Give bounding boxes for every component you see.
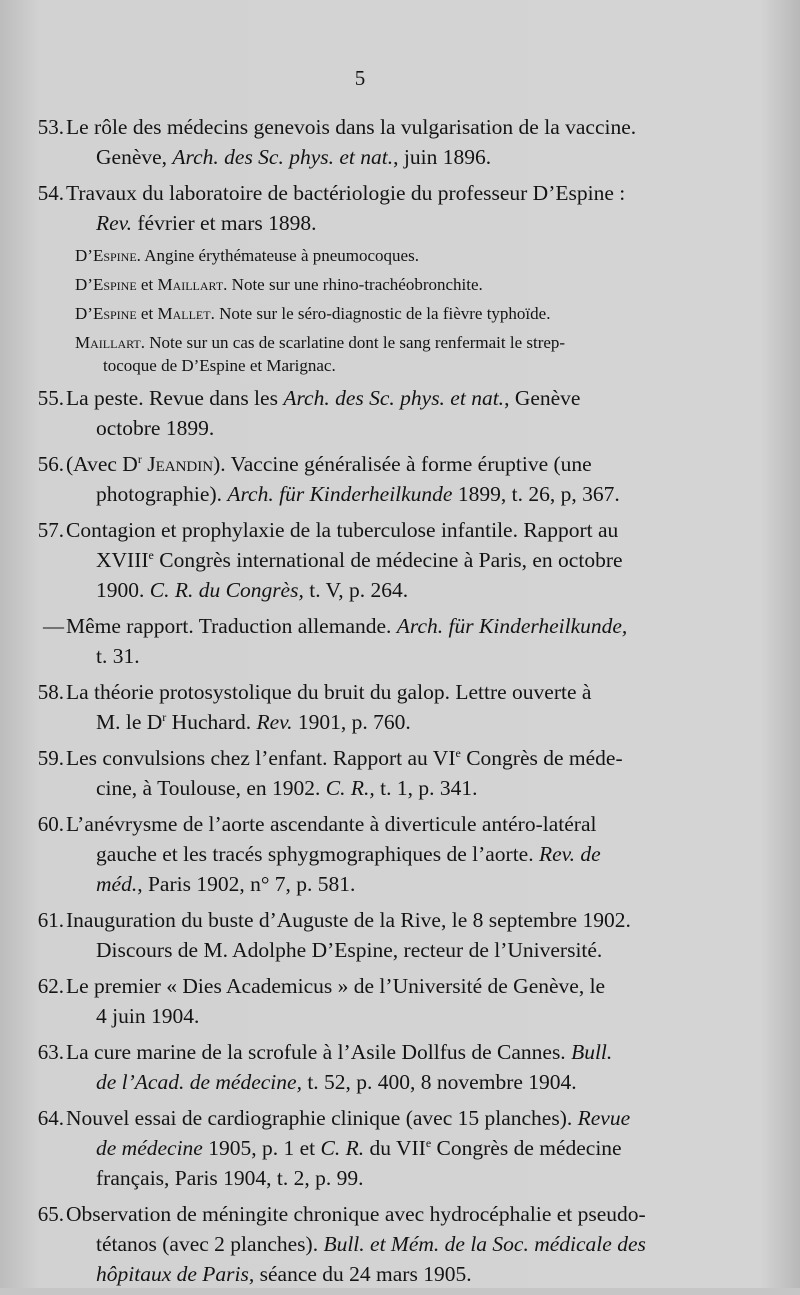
entry-line (96, 479, 700, 509)
text-segment: Observation de méningite chronique avec hydrocéphalie et pseudo- (66, 1202, 646, 1226)
entry-line (96, 575, 700, 605)
bibliography-entry (30, 611, 700, 671)
text-segment: de médecine (96, 1136, 203, 1160)
text-segment: Le premier « Dies Academicus » de l’Université de Genève, le (66, 974, 606, 998)
text-segment: Contagion et prophylaxie de la tuberculose infantile. Rapport au (66, 518, 619, 542)
bibliography-entry (30, 449, 700, 509)
text-segment: tocoque de D’Espine et Marignac. (103, 356, 336, 375)
sub-entry-line (103, 354, 700, 377)
entry-line (66, 515, 700, 545)
entry-line (96, 208, 700, 238)
entry-line (66, 178, 700, 208)
bibliography-entry (30, 1103, 700, 1193)
text-segment: , juin 1896. (393, 145, 492, 169)
entry-number: 64. (37, 1106, 64, 1130)
entry-line (96, 1229, 700, 1259)
entry-line (66, 743, 700, 773)
text-segment: Maillart (75, 333, 141, 352)
text-segment: tétanos (avec 2 planches). (96, 1232, 324, 1256)
entry-line (66, 809, 700, 839)
text-segment: C. R. du Congrès, (149, 578, 304, 602)
text-segment: et (136, 275, 158, 294)
entry-line (66, 1103, 700, 1133)
entry-line (96, 1133, 700, 1163)
text-segment: La peste. Revue dans les (66, 386, 284, 410)
entry-line (66, 611, 700, 641)
text-segment: février et mars 1898. (132, 211, 317, 235)
text-segment: Mallet (157, 304, 211, 323)
text-segment: français, Paris 1904, t. 2, p. 99. (96, 1166, 364, 1190)
text-segment: Bull. (571, 1040, 613, 1064)
entry-line (66, 1037, 700, 1067)
text-segment: 1900. (96, 578, 150, 602)
text-segment: Arch. für Kinderheilkunde, (396, 614, 628, 638)
sub-entry (75, 302, 700, 325)
entry-line (96, 545, 700, 575)
entry-line (96, 935, 700, 965)
text-segment: photographie). (96, 482, 228, 506)
entry-line (96, 773, 700, 803)
text-segment: Même rapport. Traduction allemande. (66, 614, 397, 638)
text-segment: XVIII (96, 548, 149, 572)
text-segment: D’Espine (75, 304, 137, 323)
entry-line (96, 641, 700, 671)
text-segment: D’Espine (75, 246, 137, 265)
text-segment: . Angine érythémateuse à pneumocoques. (136, 246, 419, 265)
text-segment: Inauguration du buste d’Auguste de la Rive, le 8 septembre 1902. (66, 908, 631, 932)
text-segment: Jeandin (147, 452, 214, 476)
sub-entry (75, 273, 700, 296)
text-segment: Genève, (96, 145, 173, 169)
text-segment: méd. (96, 872, 138, 896)
entry-number: 61. (37, 908, 64, 932)
text-segment: , Genève (504, 386, 581, 410)
text-segment: du VII (364, 1136, 426, 1160)
entry-number: 54. (37, 181, 64, 205)
entry-line (66, 449, 700, 479)
entry-line (66, 1199, 700, 1229)
text-segment: r (137, 451, 142, 466)
text-segment: Discours de M. Adolphe D’Espine, recteur de l’Université. (96, 938, 603, 962)
text-segment: e (148, 547, 154, 562)
text-segment: octobre 1899. (96, 416, 215, 440)
bibliography-entry (30, 677, 700, 737)
text-segment: gauche et les tracés sphygmographiques de l’aorte. (96, 842, 539, 866)
text-segment: Rev. (96, 211, 132, 235)
text-segment: Bull. et Mém. de la Soc. médicale des (323, 1232, 646, 1256)
entry-number: 59. (37, 746, 64, 770)
text-segment: (Avec D (66, 452, 138, 476)
entry-number: 60. (37, 812, 64, 836)
entry-number: 63. (37, 1040, 64, 1064)
bibliography-entry (30, 905, 700, 965)
entry-line (96, 1163, 700, 1193)
text-segment: C. R. (320, 1136, 365, 1160)
bibliography-list (30, 112, 700, 1295)
bibliography-entry (30, 743, 700, 803)
text-segment: C. R., (325, 776, 375, 800)
text-segment: de l’Acad. de médecine, (96, 1070, 302, 1094)
text-segment: 1905, p. 1 et (202, 1136, 321, 1160)
text-segment: e (425, 1135, 432, 1150)
entry-line (96, 839, 700, 869)
entry-line (66, 112, 700, 142)
text-segment: 1901, p. 760. (292, 710, 411, 734)
text-segment: Travaux du laboratoire de bactériologie du professeur D’Espine : (66, 181, 626, 205)
text-segment: e (455, 745, 461, 760)
entry-line (96, 413, 700, 443)
text-segment: Rev. de (538, 842, 601, 866)
text-segment: Congrès de méde- (460, 746, 623, 770)
entry-number: 56. (37, 452, 64, 476)
entry-number: 65. (37, 1202, 64, 1226)
entry-number: — (43, 614, 64, 638)
text-segment: Les convulsions chez l’enfant. Rapport au VI (66, 746, 456, 770)
bibliography-entry (30, 515, 700, 605)
sub-entry-line (75, 331, 700, 354)
text-segment: La cure marine de la scrofule à l’Asile Dollfus de Cannes. (66, 1040, 572, 1064)
text-segment: Arch. des Sc. phys. et nat. (172, 145, 394, 169)
entry-number: 57. (37, 518, 64, 542)
text-segment: Nouvel essai de cardiographie clinique (avec 15 planches). (66, 1106, 578, 1130)
text-segment: et (136, 304, 158, 323)
text-segment: Rev. (256, 710, 293, 734)
text-segment: t. 31. (96, 644, 140, 668)
entry-line (96, 1067, 700, 1097)
text-segment: L’anévrysme de l’aorte ascendante à diverticule antéro-latéral (66, 812, 597, 836)
entry-line (66, 905, 700, 935)
text-segment: D’Espine (75, 275, 137, 294)
entry-line (96, 707, 700, 737)
sub-entry-line (75, 273, 700, 296)
bibliography-entry (30, 112, 700, 172)
text-segment: séance du 24 mars 1905. (254, 1262, 472, 1286)
bibliography-entry (30, 383, 700, 443)
text-segment: Congrès international de médecine à Paris, en octobre (153, 548, 623, 572)
text-segment: 1899, t. 26, p, 367. (452, 482, 620, 506)
text-segment: . Note sur le séro-diagnostic de la fièvre typhoïde. (210, 304, 551, 323)
text-segment: Le rôle des médecins genevois dans la vulgarisation de la vaccine. (66, 115, 637, 139)
entry-line (96, 1001, 700, 1031)
sub-entry (75, 331, 700, 377)
bibliography-entry (30, 971, 700, 1031)
text-segment: La théorie protosystolique du bruit du galop. Lettre ouverte à (66, 680, 592, 704)
text-segment: Maillart (157, 275, 224, 294)
bibliography-entry (30, 809, 700, 899)
text-segment: Revue (577, 1106, 631, 1130)
sub-entry-line (75, 302, 700, 325)
text-segment: t. V, p. 264. (303, 578, 409, 602)
entry-line (96, 142, 700, 172)
text-segment: Arch. für Kinderheilkunde (227, 482, 453, 506)
text-segment: r (162, 709, 167, 724)
text-segment: cine, à Toulouse, en 1902. (96, 776, 326, 800)
text-segment: M. le D (96, 710, 163, 734)
text-segment: Congrès de médecine (431, 1136, 622, 1160)
text-segment: . Note sur un cas de scarlatine dont le sang renfermait le strep- (140, 333, 566, 352)
text-segment: 4 juin 1904. (96, 1004, 200, 1028)
bibliography-entry (30, 1037, 700, 1097)
text-segment: Arch. des Sc. phys. et nat. (283, 386, 505, 410)
bibliography-entry (30, 1199, 700, 1289)
entry-line (66, 677, 700, 707)
page-number: 5 (354, 66, 366, 90)
sub-entry-line (75, 244, 700, 267)
bibliography-entry (30, 178, 700, 238)
entry-number: 53. (37, 115, 64, 139)
entry-line (96, 1259, 700, 1289)
entry-line (96, 869, 700, 899)
text-segment: , Paris 1902, n° 7, p. 581. (137, 872, 356, 896)
text-segment: t. 1, p. 341. (374, 776, 478, 800)
text-segment: ). Vaccine généralisée à forme éruptive (une (213, 452, 592, 476)
entry-line (66, 971, 700, 1001)
text-segment: t. 52, p. 400, 8 novembre 1904. (301, 1070, 577, 1094)
text-segment: hôpitaux de Paris, (96, 1262, 255, 1286)
text-segment: . Note sur une rhino-trachéobronchite. (223, 275, 483, 294)
sub-entry (75, 244, 700, 267)
entry-number: 55. (37, 386, 64, 410)
entry-number: 58. (37, 680, 64, 704)
entry-line (66, 383, 700, 413)
entry-number: 62. (37, 974, 64, 998)
text-segment: Huchard. (166, 710, 257, 734)
